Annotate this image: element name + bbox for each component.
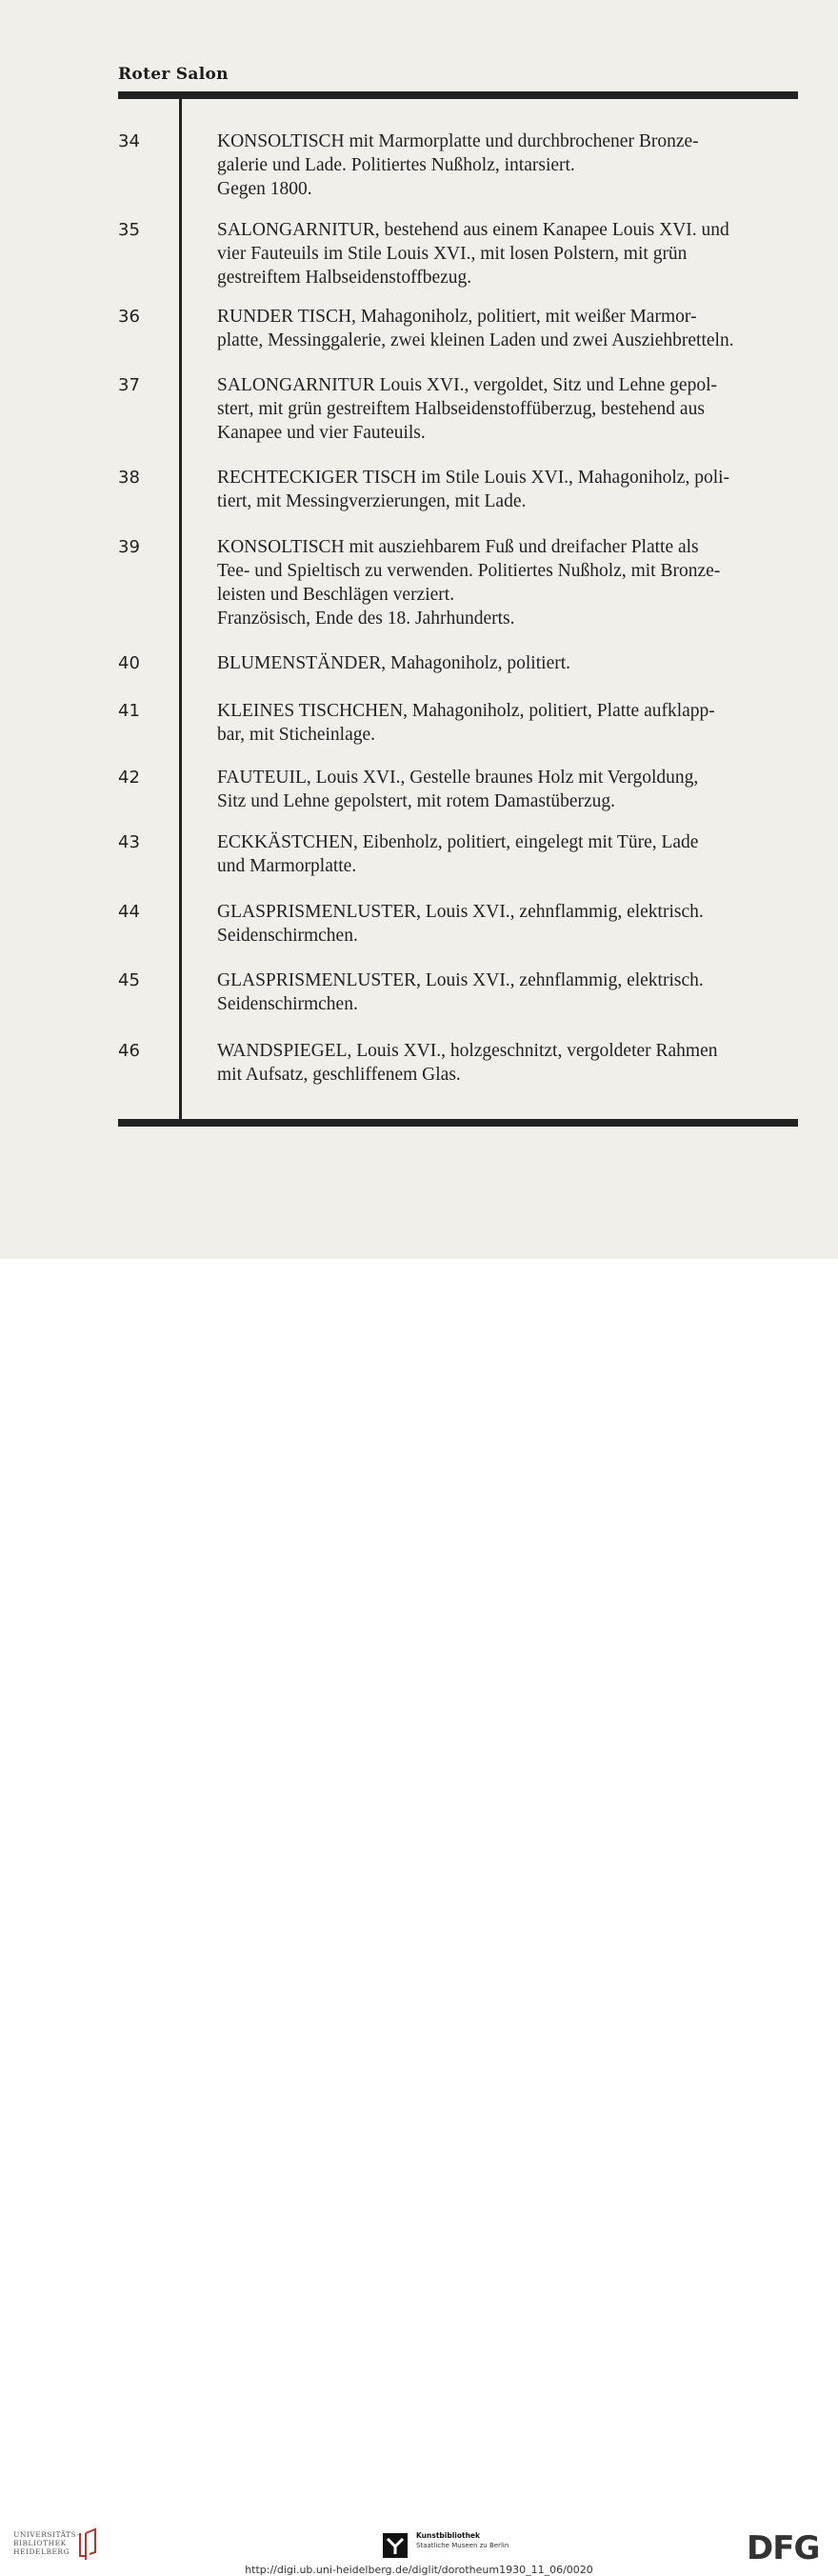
entry-description (217, 130, 796, 201)
entry-number: 44 (118, 902, 140, 922)
permalink-url[interactable]: http://digi.ub.uni-heidelberg.de/diglit/dorotheum1930_11_06/0020 (245, 2564, 593, 2576)
description-line: BLUMENSTÄNDER, Mahagoniholz, politiert. (217, 653, 571, 673)
entry-number: 38 (118, 468, 140, 488)
description-line: Tee- und Spieltisch zu verwenden. Politiertes Nußholz, mit Bronze- (217, 561, 721, 581)
description-line: WANDSPIEGEL, Louis XVI., holzgeschnitzt, vergoldeter Rahmen (217, 1041, 718, 1061)
entry-number: 34 (118, 131, 140, 151)
university-line: BIBLIOTHEK (13, 2539, 67, 2547)
entry-number: 35 (118, 220, 140, 240)
entry-number: 37 (118, 375, 140, 395)
entry-number: 39 (118, 537, 140, 557)
library-subtitle: Staatliche Museen zu Berlin (416, 2542, 509, 2549)
university-library-name[interactable] (13, 2530, 80, 2556)
kunstbibliothek-logo-icon[interactable] (383, 2533, 408, 2558)
description-line: und Marmorplatte. (217, 856, 357, 876)
description-line: Kanapee und vier Fauteuils. (217, 423, 426, 443)
description-line: Seidenschirmchen. (217, 994, 358, 1014)
entry-description (217, 535, 796, 630)
library-title: Kunstbibliothek (416, 2531, 481, 2540)
footer (0, 1259, 838, 2576)
description-line: Sitz und Lehne gepolstert, mit rotem Damastüberzug. (217, 791, 616, 811)
dfg-logo[interactable]: DFG (747, 2529, 820, 2567)
description-line: Gegen 1800. (217, 179, 312, 199)
description-line: GLASPRISMENLUSTER, Louis XVI., zehnflammig, elektrisch. (217, 970, 704, 990)
description-line: leisten und Beschlägen verziert. (217, 585, 455, 605)
description-line: Französisch, Ende des 18. Jahrhunderts. (217, 609, 515, 629)
description-line: Seidenschirmchen. (217, 926, 358, 946)
entry-description (217, 766, 796, 813)
entry-description (217, 305, 796, 352)
entry-description (217, 651, 796, 675)
entry-number: 36 (118, 307, 140, 327)
entry-description (217, 830, 796, 878)
bottom-rule (118, 1119, 798, 1127)
university-line: HEIDELBERG (13, 2547, 70, 2556)
description-line: vier Fauteuils im Stile Louis XVI., mit losen Polstern, mit grün (217, 244, 688, 264)
page-header: Roter Salon (118, 65, 229, 84)
entry-description (217, 900, 796, 948)
description-line: KLEINES TISCHCHEN, Mahagoniholz, politiert, Platte aufklapp- (217, 701, 715, 721)
university-logo-icon[interactable] (76, 2527, 99, 2562)
description-line: mit Aufsatz, geschliffenem Glas. (217, 1065, 461, 1085)
description-line: KONSOLTISCH mit Marmorplatte und durchbrochener Bronze- (217, 131, 699, 151)
entry-number: 42 (118, 768, 140, 788)
university-line: UNIVERSITÄTS- (13, 2530, 80, 2539)
column-divider (179, 99, 182, 1119)
entry-number: 41 (118, 701, 140, 721)
description-line: FAUTEUIL, Louis XVI., Gestelle braunes Holz mit Vergoldung, (217, 768, 699, 788)
description-line: RECHTECKIGER TISCH im Stile Louis XVI., Mahagoniholz, poli- (217, 468, 730, 488)
entry-description (217, 373, 796, 445)
entry-description (217, 699, 796, 747)
description-line: galerie und Lade. Politiertes Nußholz, intarsiert. (217, 155, 575, 175)
description-line: RUNDER TISCH, Mahagoniholz, politiert, mit weißer Marmor- (217, 307, 697, 327)
entry-description (217, 466, 796, 513)
description-line: bar, mit Sticheinlage. (217, 725, 376, 745)
description-line: SALONGARNITUR, bestehend aus einem Kanapee Louis XVI. und (217, 220, 729, 240)
description-line: tiert, mit Messingverzierungen, mit Lade. (217, 491, 527, 511)
description-line: KONSOLTISCH mit ausziehbarem Fuß und dreifacher Platte als (217, 537, 699, 557)
entry-number: 45 (118, 970, 140, 990)
description-line: GLASPRISMENLUSTER, Louis XVI., zehnflammig, elektrisch. (217, 902, 704, 922)
description-line: gestreiftem Halbseidenstoffbezug. (217, 268, 472, 288)
entry-description (217, 218, 796, 290)
description-line: SALONGARNITUR Louis XVI., vergoldet, Sitz und Lehne gepol- (217, 375, 717, 395)
description-line: ECKKÄSTCHEN, Eibenholz, politiert, eingelegt mit Türe, Lade (217, 832, 699, 852)
entry-description (217, 1039, 796, 1087)
entry-number: 40 (118, 653, 140, 673)
entry-description (217, 968, 796, 1016)
description-line: stert, mit grün gestreiftem Halbseidenstoffüberzug, bestehend aus (217, 399, 705, 419)
entry-number: 43 (118, 832, 140, 852)
top-rule (118, 91, 798, 99)
entry-number: 46 (118, 1041, 140, 1061)
description-line: platte, Messinggalerie, zwei kleinen Laden und zwei Ausziehbretteln. (217, 330, 734, 350)
catalog-page (0, 0, 838, 1259)
